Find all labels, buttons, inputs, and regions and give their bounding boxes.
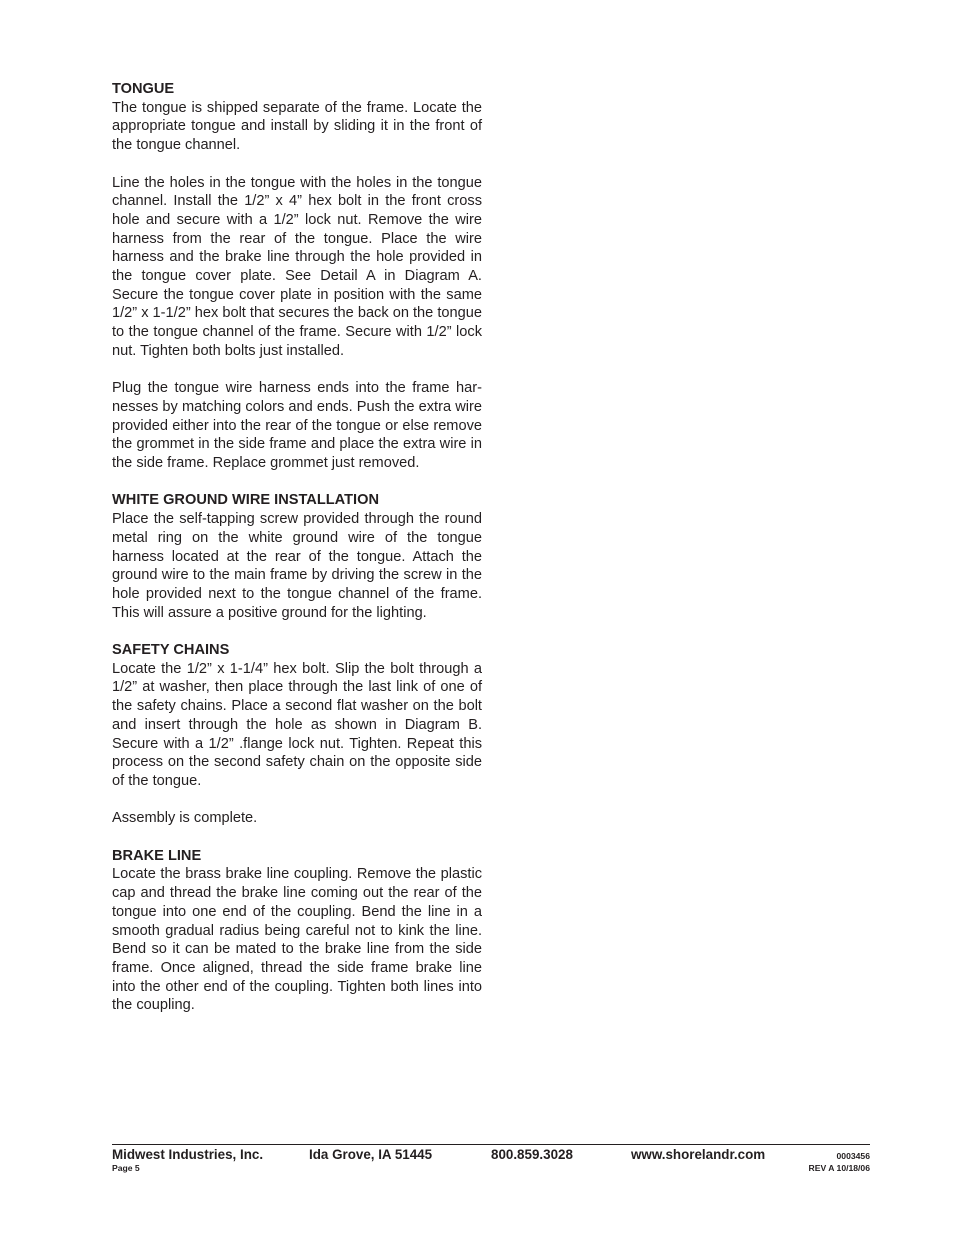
footer-phone: 800.859.3028 <box>491 1147 573 1162</box>
instructions-column <box>112 80 482 1034</box>
paragraph: Place the self-tapping screw provided through the round metal ring on the white ground wire of the tongue harness located at the rear of the tongue. Attach the ground wire to the main frame by driving the screw in the hole provided next to the tongue channel of the frame. This will assure a positive ground for the lighting. <box>112 511 482 621</box>
footer-doc-number: 0003456 <box>836 1151 870 1161</box>
footer-website: www.shorelandr.com <box>631 1147 766 1162</box>
paragraph: Assembly is complete. <box>112 810 258 827</box>
paragraph: Locate the 1/2” x 1-1/4” hex bolt. Slip the bolt through a 1/2” at washer, then place through the last link of one of the safety chains. Place a second flat washer on the bolt and insert through the hole as shown in Diagram B. Secure with a 1/2” .flange lock nut. Tighten. Repeat this process on the second safety chain on the opposite side of the tongue. <box>112 660 482 789</box>
section-safety-chains <box>112 641 482 828</box>
section-heading: TONGUE <box>112 81 175 97</box>
section-tongue <box>112 80 482 473</box>
section-heading: SAFETY CHAINS <box>112 642 230 659</box>
section-ground-wire <box>112 491 482 622</box>
section-heading: BRAKE LINE <box>112 847 202 864</box>
paragraph: Line the holes in the tongue with the holes in the tongue channel. Install the 1/2” x 4” hex bolt in the front cross hole and secure with a 1/2” lock nut. Remove the wire harness from the rear of the tongue. Place the wire harness and the brake line through the hole provided in the tongue cover plate. See Detail A in Diagram A. Secure the tongue cover plate in position with the same 1/2” x 1-1/2” hex bolt that secures the back on the tongue to the tongue channel of the frame. Secure with 1/2” lock nut. Tighten both bolts just installed. <box>112 174 482 359</box>
page-footer <box>112 1147 870 1177</box>
paragraph: The tongue is shipped separate of the frame. Locate the appropriate tongue and install by sliding it in the front of the tongue channel. <box>112 99 482 154</box>
paragraph: Plug the tongue wire harness ends into the frame harnesses by matching colors and ends. Push the extra wire provided either into the rear of the tongue or else remove the grommet in the side frame and place the extra wire in the side frame. Replace grommet just removed. <box>112 380 482 472</box>
paragraph: Locate the brass brake line coupling. Remove the plastic cap and thread the brake line coming out the rear of the tongue into one end of the coupling. Bend the line in a smooth gradual radius being careful not to kink the line. Bend so it can be mated to the brake line from the side frame. Once aligned, thread the side frame brake line into the other end of the coupling. Tighten both lines into the coupling. <box>112 866 482 1014</box>
footer-page-number: Page 5 <box>112 1163 140 1173</box>
footer-divider <box>112 1144 870 1145</box>
footer-location: Ida Grove, IA 51445 <box>309 1147 433 1162</box>
footer-company: Midwest Industries, Inc. <box>112 1147 264 1162</box>
footer-revision: REV A 10/18/06 <box>808 1163 870 1173</box>
section-brake-line <box>112 847 482 1015</box>
section-heading: WHITE GROUND WIRE INSTALLATION <box>112 492 379 509</box>
